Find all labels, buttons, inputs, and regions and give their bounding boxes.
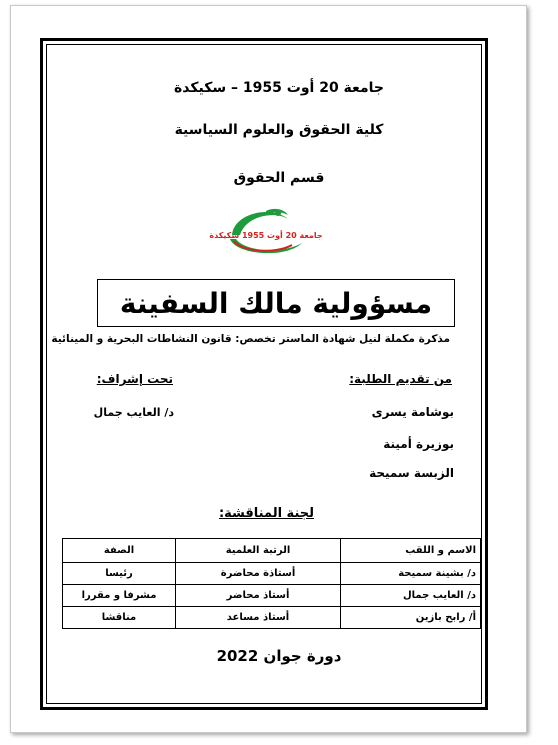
thesis-title: مسؤولية مالك السفينة bbox=[97, 279, 455, 327]
students-label: من تقديم الطلبة: bbox=[349, 372, 452, 386]
member-rank: أستاذ مساعد bbox=[176, 607, 341, 629]
member-role: مشرفا و مقررا bbox=[63, 585, 176, 607]
student-name-2: بوزيرة أمينة bbox=[383, 437, 454, 451]
university-logo-graphic bbox=[209, 205, 323, 259]
supervisor-name: د/ العايب جمال bbox=[93, 406, 174, 419]
committee-label: لجنة المناقشة: bbox=[218, 506, 314, 521]
member-rank: أستاذة محاضرة bbox=[176, 563, 341, 585]
logo-text: جامعة 20 أوت 1955 سكيكدة bbox=[209, 231, 323, 240]
university-logo bbox=[209, 205, 323, 259]
table-row bbox=[63, 607, 481, 629]
member-name: أ/ رابح بازين bbox=[341, 607, 481, 629]
table-row bbox=[63, 585, 481, 607]
supervision-label: تحت إشراف: bbox=[96, 372, 173, 386]
department-name: قسم الحقوق bbox=[233, 170, 325, 186]
student-name-1: بوشامة يسرى bbox=[371, 405, 454, 419]
member-name: د/ بشينة سميحة bbox=[341, 563, 481, 585]
table-header-row bbox=[63, 539, 481, 563]
header-role: الصفة bbox=[63, 539, 176, 563]
member-role: رئيسا bbox=[63, 563, 176, 585]
header-rank: الرتبة العلمية bbox=[176, 539, 341, 563]
table-row bbox=[63, 563, 481, 585]
member-name: د/ العايب جمال bbox=[341, 585, 481, 607]
member-rank: أستاذ محاضر bbox=[176, 585, 341, 607]
student-name-3: الزبسة سميحة bbox=[369, 466, 454, 480]
member-role: مناقشا bbox=[63, 607, 176, 629]
session-date: دورة جوان 2022 bbox=[216, 647, 342, 665]
header-name: الاسم و اللقب bbox=[341, 539, 481, 563]
faculty-name: كلية الحقوق والعلوم السياسية bbox=[174, 122, 384, 138]
committee-table bbox=[62, 538, 481, 629]
memo-description: مذكرة مكملة لنيل شهادة الماستر تخصص: قانون النشاطات البحرية و المينائية bbox=[51, 333, 450, 345]
university-name: جامعة 20 أوت 1955 – سكيكدة bbox=[174, 80, 384, 96]
